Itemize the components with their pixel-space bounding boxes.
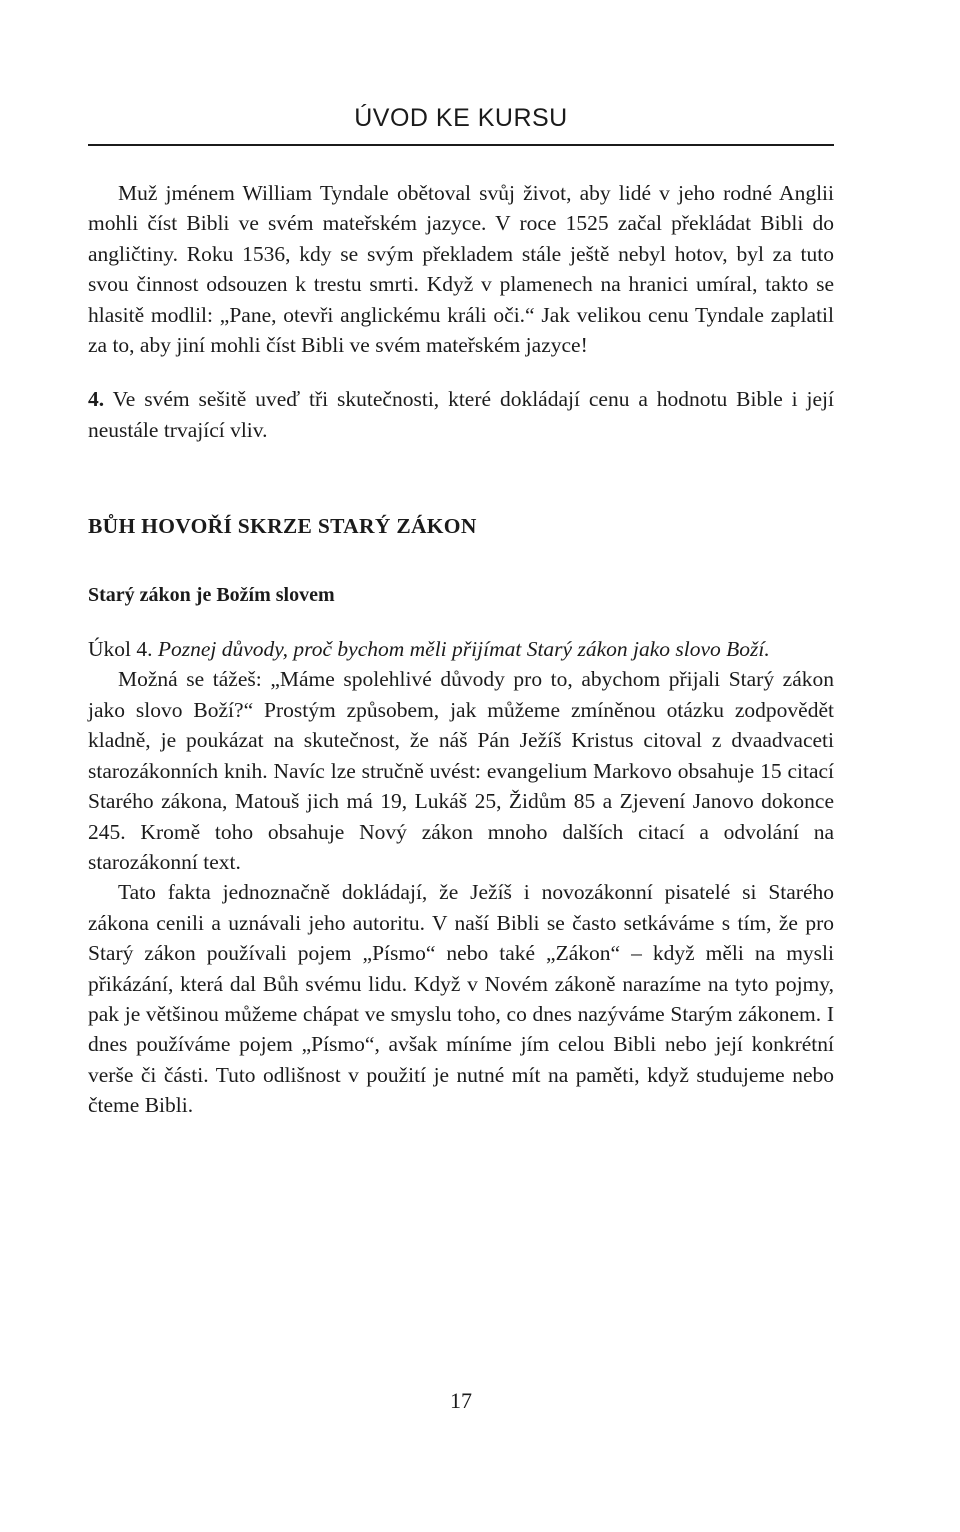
- section-subheading: Starý zákon je Božím slovem: [88, 583, 335, 606]
- task-text: Poznej důvody, proč bychom měli přijímat Starý zákon jako slovo Boží.: [157, 637, 770, 662]
- intro-paragraph: Muž jménem William Tyndale obětoval svůj život, aby lidé v jeho rodné Anglii mohli číst Bibli ve svém mateřském jazyce. V roce 1525 začal překládat Bibli do angličtiny. Roku 1536, kdy se svým překladem stále ještě nebyl hotov, byl za tuto svou činnost odsouzen k trestu smrti. Když v plamenech na hranici umíral, takto se hlasitě modlil: „Pane, otevři anglickému králi oči.“ Jak velikou cenu Tyndale zaplatil za to, aby jiní mohli číst Bibli ve svém mateřském jazyce!: [88, 181, 834, 358]
- exercise-text: Ve svém sešitě uveď tři skutečnosti, které dokládají cenu a hodnotu Bible i její neustále trvající vliv.: [88, 387, 834, 442]
- task-label: Úkol 4.: [88, 637, 153, 662]
- body-paragraph-2: Tato fakta jednoznačně dokládají, že Ježíš i novozákonní pisatelé si Starého zákona cenili a uznávali jeho autoritu. V naší Bibli se často setkáváme s tím, že pro Starý zákon používali pojem „Písmo“ nebo také „Zákon“ – když měli na mysli přikázání, která dal Bůh svému lidu. Když v Novém zákoně narazíme na tyto pojmy, pak je většinou můžeme chápat ve smyslu toho, co dnes nazýváme Starým zákonem. I dnes používáme pojem „Písmo“, avšak míníme jím celou Bibli nebo její konkrétní verše či části. Tuto odlišnost v použití je nutné mít na paměti, když studujeme nebo čteme Bibli.: [88, 880, 834, 1118]
- spacer: [88, 542, 834, 580]
- spacer: [88, 445, 834, 511]
- spacer: [88, 360, 834, 384]
- page-number: 17: [450, 1388, 472, 1413]
- exercise-item: [88, 384, 834, 445]
- document-page: [88, 0, 834, 1532]
- task-item: [88, 634, 834, 664]
- section-heading: BŮH HOVOŘÍ SKRZE STARÝ ZÁKON: [88, 514, 477, 539]
- header-rule: [88, 144, 834, 146]
- body-paragraph-1: Možná se tážeš: „Máme spolehlivé důvody pro to, abychom přijali Starý zákon jako slovo Boží?“ Prostým způsobem, jak můžeme zmíněnou otázku zodpovědět kladně, je poukázat na skutečnost, že náš Pán Ježíš Kristus citoval z dvaadvaceti starozákonních knih. Navíc lze stručně uvést: evangelium Markovo obsahuje 15 citací Starého zákona, Matouš jich má 19, Lukáš 25, Židům 85 a Zjevení Janovo dokonce 245. Kromě toho obsahuje Nový zákon mnoho dalších citací a odvolání na starozákonní text.: [88, 667, 834, 874]
- spacer: [88, 610, 834, 634]
- page-body: [88, 178, 834, 1121]
- exercise-number: 4.: [88, 387, 105, 412]
- running-title: ÚVOD KE KURSU: [354, 104, 568, 132]
